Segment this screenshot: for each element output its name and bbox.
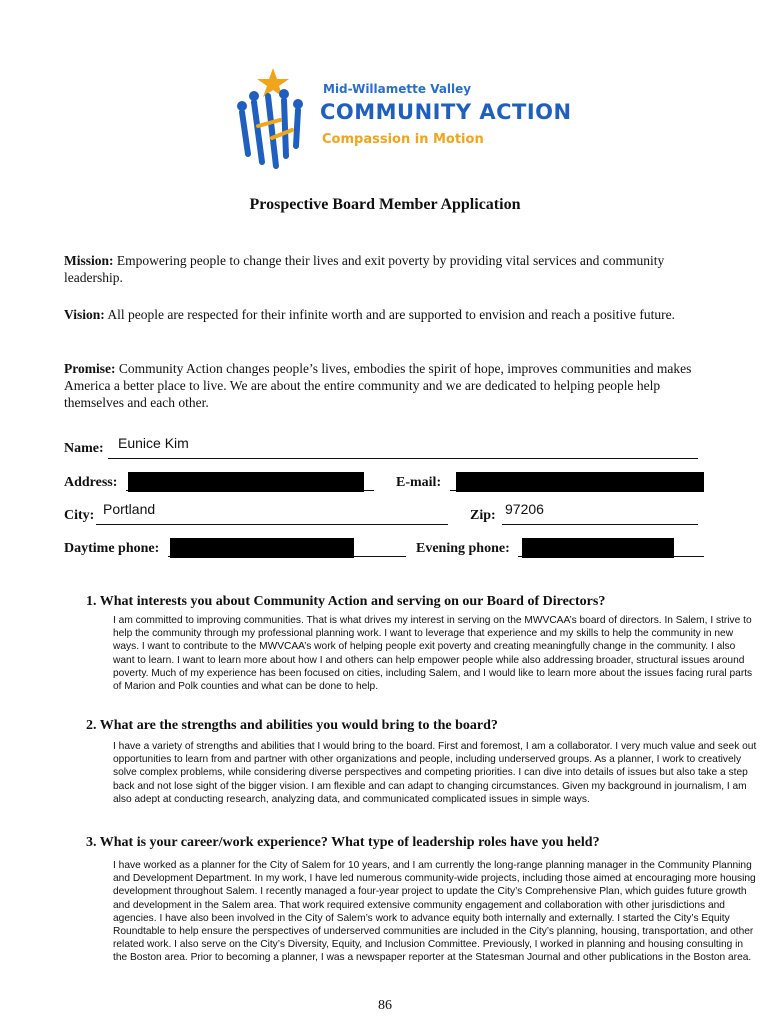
daytime-phone-label: Daytime phone: xyxy=(64,541,160,556)
city-label: City: xyxy=(64,508,95,523)
mission-label: Mission: xyxy=(64,253,114,268)
question-2: 2. What are the strengths and abilities you would bring to the board? xyxy=(86,718,498,733)
name-field[interactable] xyxy=(108,442,698,459)
address-redaction xyxy=(128,472,364,492)
evening-phone-redaction xyxy=(522,538,674,558)
promise-statement xyxy=(64,360,714,411)
email-label: E-mail: xyxy=(396,475,442,490)
question-3: 3. What is your career/work experience? What type of leadership roles have you held? xyxy=(86,835,600,850)
daytime-phone-redaction xyxy=(170,538,354,558)
email-redaction xyxy=(456,472,704,492)
answer-2: I have a variety of strengths and abilities that I would bring to the board. First and foremost, I am a collaborator. I very much value and seek out opportunities to learn from and partner with other organizations and people, including underserved groups. As a planner, I work to creatively solve complex problems, while considering diverse perspectives and competing priorities. I can dive into details of issues but also take a step back and not lose sight of the bigger vision. I am flexible and can adapt to changing circumstances. Given my background in journalism, I am also adept at conducting research, analyzing data, and communicated complicated issues in simple ways. xyxy=(113,741,757,805)
page-number: 86 xyxy=(378,998,392,1013)
evening-phone-label: Evening phone: xyxy=(416,541,510,556)
answer-3: I have worked as a planner for the City of Salem for 10 years, and I am currently the long-range planning manager in the Community Planning and Development Department. In my work, I have led numerous community-wide projects, including those aimed at encouraging more housing development throughout Salem. I recently managed a four-year project to update the City’s Comprehensive Plan, which guides future growth and development in the Salem area. That work required extensive community engagement and collaboration with other jurisdictions and agencies. I have also been involved in the City of Salem’s work to advance equity both internally and externally. I started the City’s Equity Roundtable to help ensure the perspectives of underserved communities are included in the City’s planning, housing, transportation, and other related work. I also serve on the City’s Diversity, Equity, and Inclusion Committee. Previously, I worked in planning and housing consulting in the Boston area. Prior to becoming a planner, I was a newspaper reporter at the Statesman Journal and other publications in the Boston area. xyxy=(113,860,756,964)
page-title: Prospective Board Member Application xyxy=(249,196,521,213)
mission-text: Empowering people to change their lives and exit poverty by providing vital services and community leadership. xyxy=(64,253,665,285)
logo-subtitle: Mid-Willamette Valley xyxy=(323,82,472,96)
vision-label: Vision: xyxy=(64,307,105,322)
zip-value: 97206 xyxy=(505,501,544,517)
promise-label: Promise: xyxy=(64,361,116,376)
question-1: 1. What interests you about Community Action and serving on our Board of Directors? xyxy=(86,594,606,609)
name-label: Name: xyxy=(64,441,104,456)
logo-tagline: Compassion in Motion xyxy=(322,132,484,147)
logo-name: COMMUNITY ACTION xyxy=(320,100,572,124)
zip-label: Zip: xyxy=(470,508,496,523)
promise-text: Community Action changes people’s lives, embodies the spirit of hope, improves communities and makes America a better place to live. We are about the entire community and we are dedicated to helping people help themselves and each other. xyxy=(64,361,692,410)
organization-logo xyxy=(228,62,572,182)
vision-statement xyxy=(64,306,714,323)
vision-text: All people are respected for their infinite worth and are supported to envision and reach a positive future. xyxy=(107,307,675,322)
answer-1: I am committed to improving communities. That is what drives my interest in serving on the MWVCAA’s board of directors. In Salem, I strive to help the community through my professional planning work. I want to leverage that experience and my skills to help the community in new ways. I want to contribute to the MWVCAA’s work of helping people exit poverty and creating meaningfully change in the community. I also want to learn. I want to learn more about how I and others can help empower people while also addressing broader, structural issues around poverty. Much of my experience has been focused on cities, including Salem, and I would like to learn more about the issues facing rural parts of Marion and Polk counties and what can be done to help. xyxy=(113,615,753,693)
mission-statement xyxy=(64,252,714,286)
people-star-icon xyxy=(228,66,318,176)
address-label: Address: xyxy=(64,475,118,490)
city-value: Portland xyxy=(103,501,156,517)
name-value: Eunice Kim xyxy=(118,435,189,451)
